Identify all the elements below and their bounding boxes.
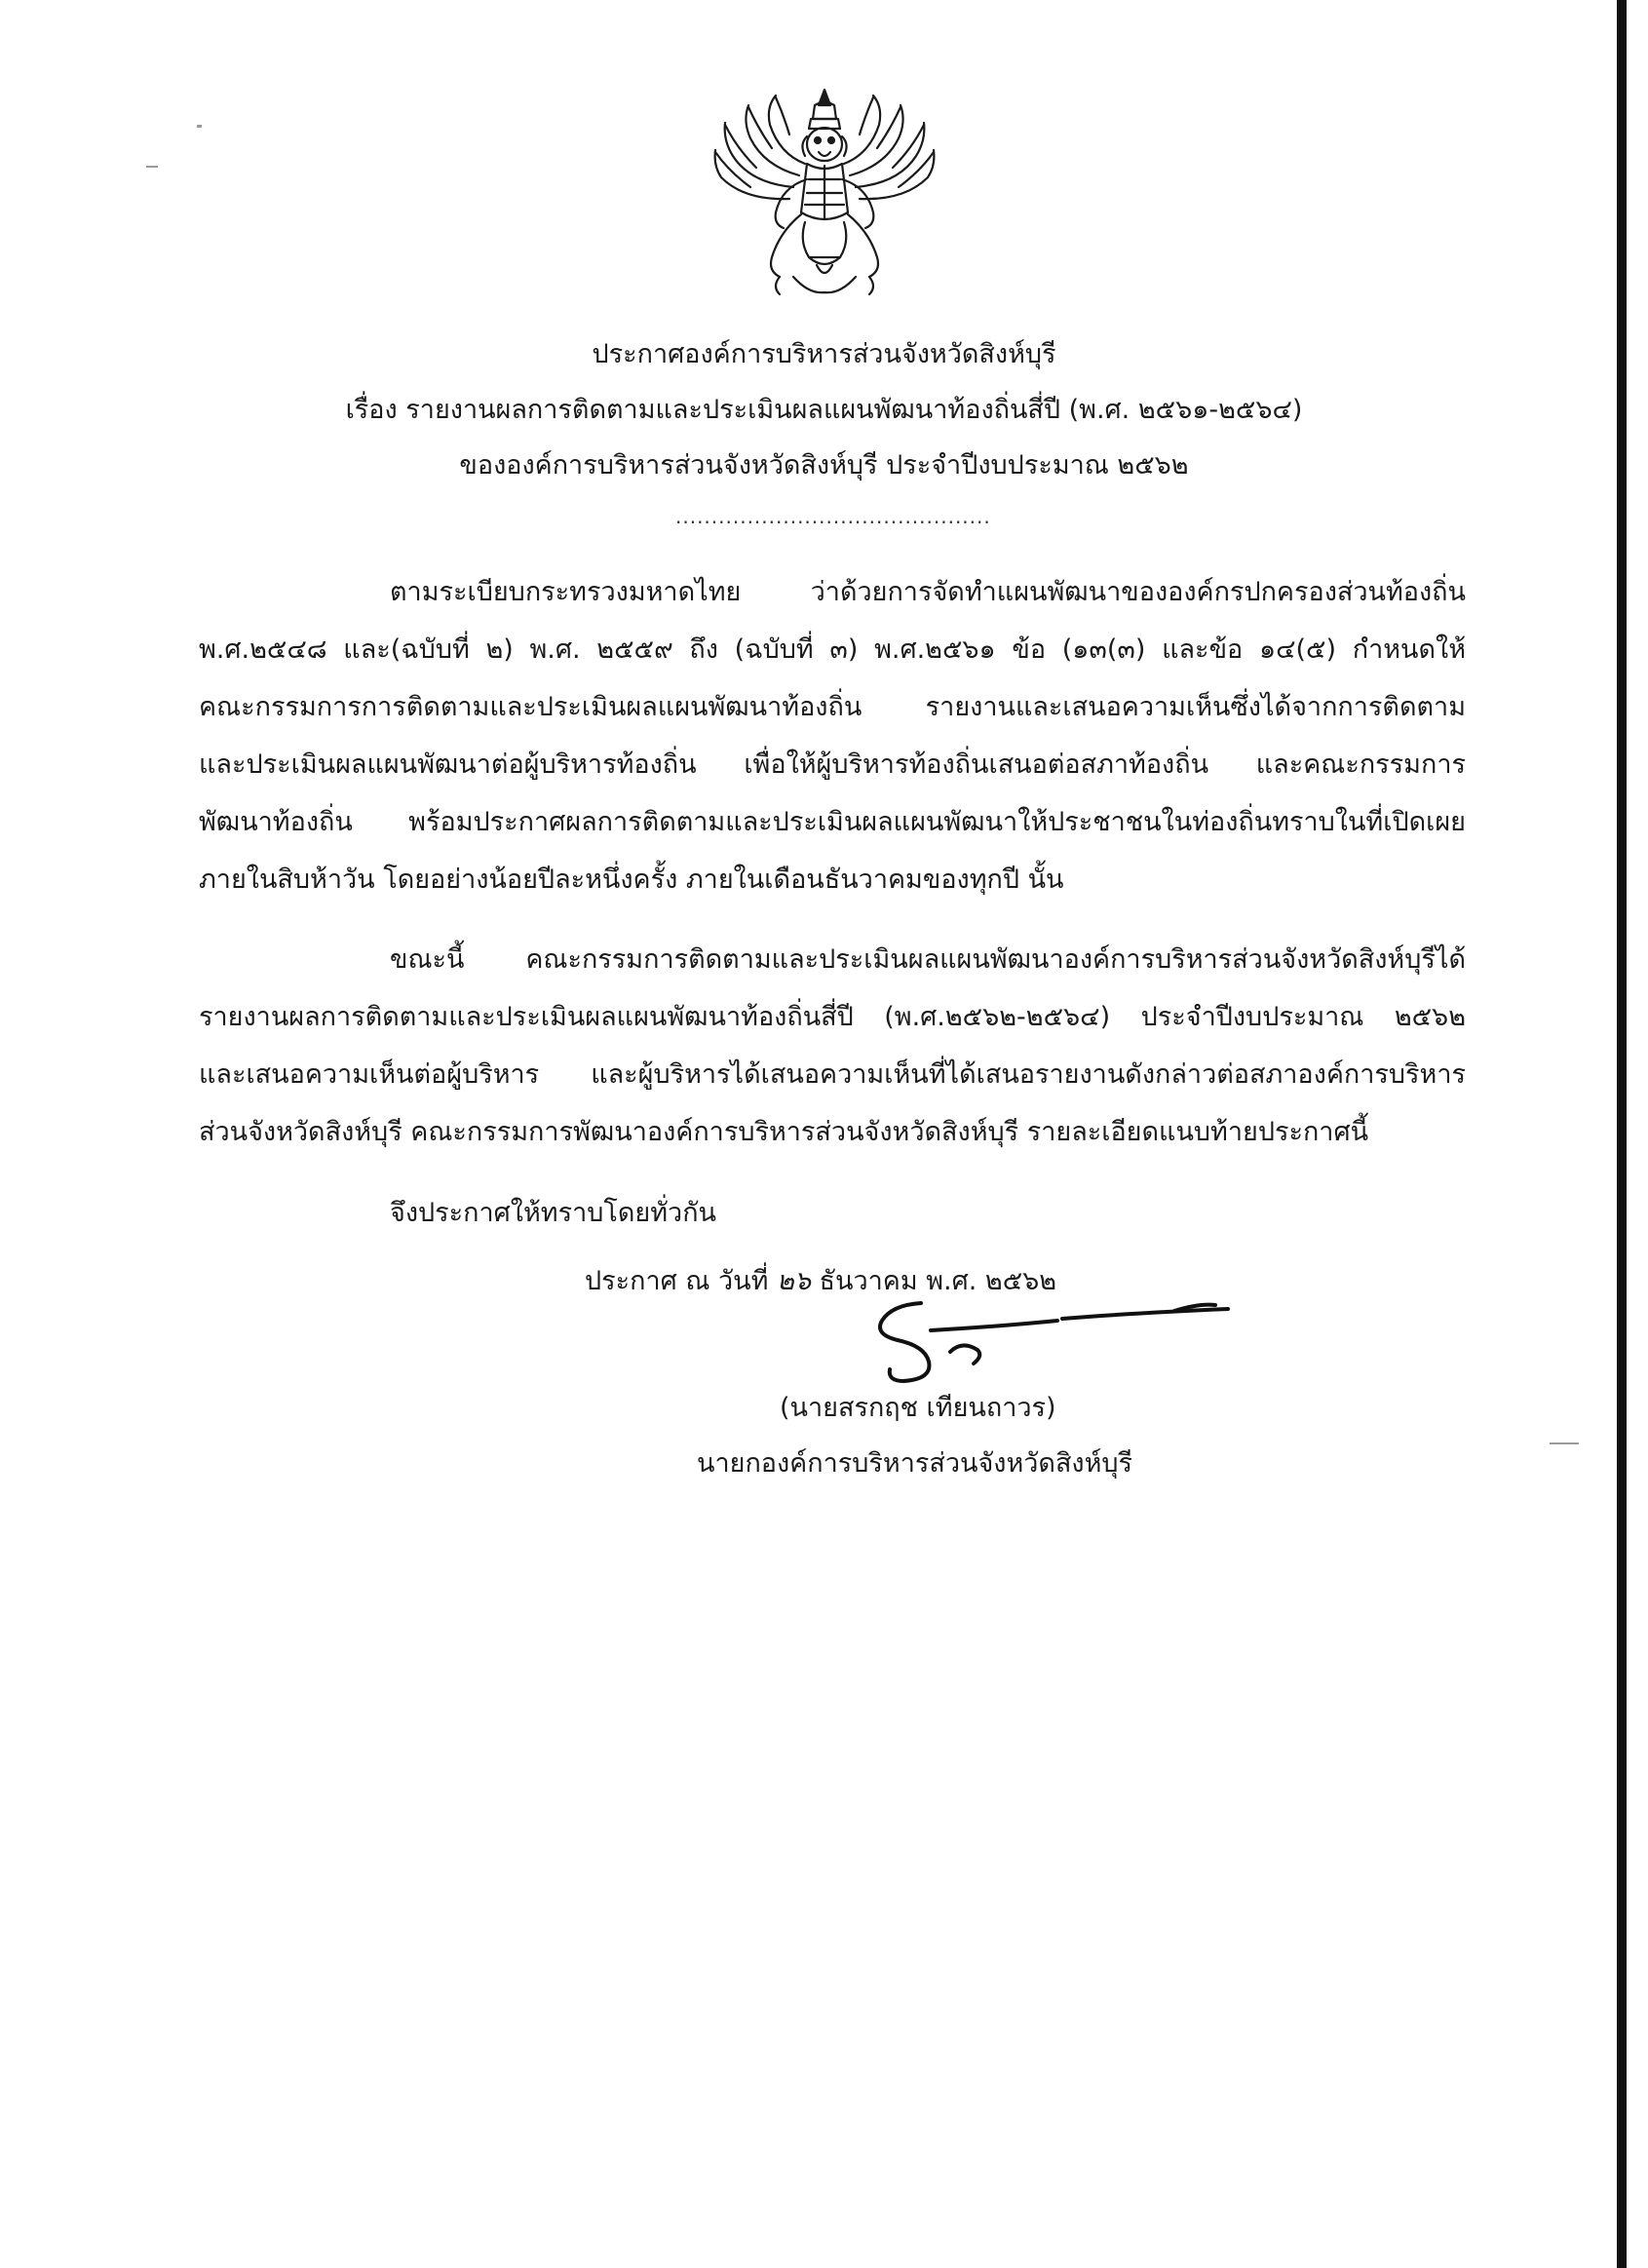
date-suffix: ธันวาคม พ.ศ. ๒๕๖๒ — [810, 1266, 1057, 1296]
scan-speck — [197, 125, 202, 128]
closing-statement: จึงประกาศให้ทราบโดยทั่วกัน — [390, 1198, 716, 1228]
paragraph1-line: และประเมินผลแผนพัฒนาต่อผู้บริหารท้องถิ่น เพื่อให้ผู้บริหารท้องถิ่นเสนอต่อสภาท้องถิ่น และคณะกรรมการ — [199, 750, 1466, 780]
paragraph2-line: และเสนอความเห็นต่อผู้บริหาร และผู้บริหารได้เสนอความเห็นที่ได้เสนอรายงานดังกล่าวต่อสภาองค์การบริหาร — [199, 1059, 1466, 1090]
handwritten-signature — [853, 1291, 1238, 1399]
paragraph1-line: คณะกรรมการการติดตามและประเมินผลแผนพัฒนาท้องถิ่น รายงานและเสนอความเห็นซึ่งได้จากการติดตาม — [199, 692, 1466, 722]
signatory-name: (นายสรกฤช เทียนถาวร) — [780, 1393, 1056, 1423]
announcement-subject: เรื่อง รายงานผลการติดตามและประเมินผลแผนพัฒนาท้องถิ่นสี่ปี (พ.ศ. ๒๕๖๑-๒๕๖๔) — [345, 395, 1303, 425]
paragraph1-line: ภายในสิบห้าวัน โดยอย่างน้อยปีละหนึ่งครั้ง ภายในเดือนธันวาคมของทุกปี นั้น — [199, 865, 1064, 895]
paragraph2-line: รายงานผลการติดตามและประเมินผลแผนพัฒนาท้องถิ่นสี่ปี (พ.ศ.๒๕๖๒-๒๕๖๔) ประจำปีงบประมาณ ๒๕๖๒ — [199, 1002, 1466, 1032]
paragraph1-line: ตามระเบียบกระทรวงมหาดไทย ว่าด้วยการจัดทำแผนพัฒนาขององค์กรปกครองส่วนท้องถิ่น — [390, 577, 1466, 607]
garuda-emblem-icon — [711, 86, 938, 302]
paragraph2-line: ส่วนจังหวัดสิงห์บุรี คณะกรรมการพัฒนาองค์การบริหารส่วนจังหวัดสิงห์บุรี รายละเอียดแนบท้ายประกาศนี้ — [199, 1117, 1369, 1147]
date-prefix: ประกาศ ณ วันที่ — [585, 1266, 778, 1296]
paragraph1-line: พ.ศ.๒๕๔๘ และ(ฉบับที่ ๒) พ.ศ. ๒๕๕๙ ถึง (ฉบับที่ ๓) พ.ศ.๒๕๖๑ ข้อ (๑๓(๓) และข้อ ๑๔(๕) กำหนดให้ — [199, 634, 1466, 665]
announcement-title: ประกาศองค์การบริหารส่วนจังหวัดสิงห์บุรี — [592, 339, 1056, 369]
paragraph1-line: พัฒนาท้องถิ่น พร้อมประกาศผลการติดตามและประเมินผลแผนพัฒนาให้ประชาชนในท่องถิ่นทราบในที่เปิดเผย — [199, 807, 1466, 837]
date-day: ๒๖ — [777, 1266, 811, 1296]
title-separator: ............................................ — [675, 505, 991, 528]
scan-speck — [146, 166, 158, 168]
paragraph2-line: ขณะนี้ คณะกรรมการติดตามและประเมินผลแผนพัฒนาองค์การบริหารส่วนจังหวัดสิงห์บุรีได้ — [390, 944, 1466, 975]
scan-speck — [1550, 1442, 1579, 1444]
signatory-position: นายกองค์การบริหารส่วนจังหวัดสิงห์บุรี — [697, 1448, 1133, 1479]
announcement-subject-continued: ขององค์การบริหารส่วนจังหวัดสิงห์บุรี ประจำปีงบประมาณ ๒๕๖๒ — [459, 450, 1189, 481]
